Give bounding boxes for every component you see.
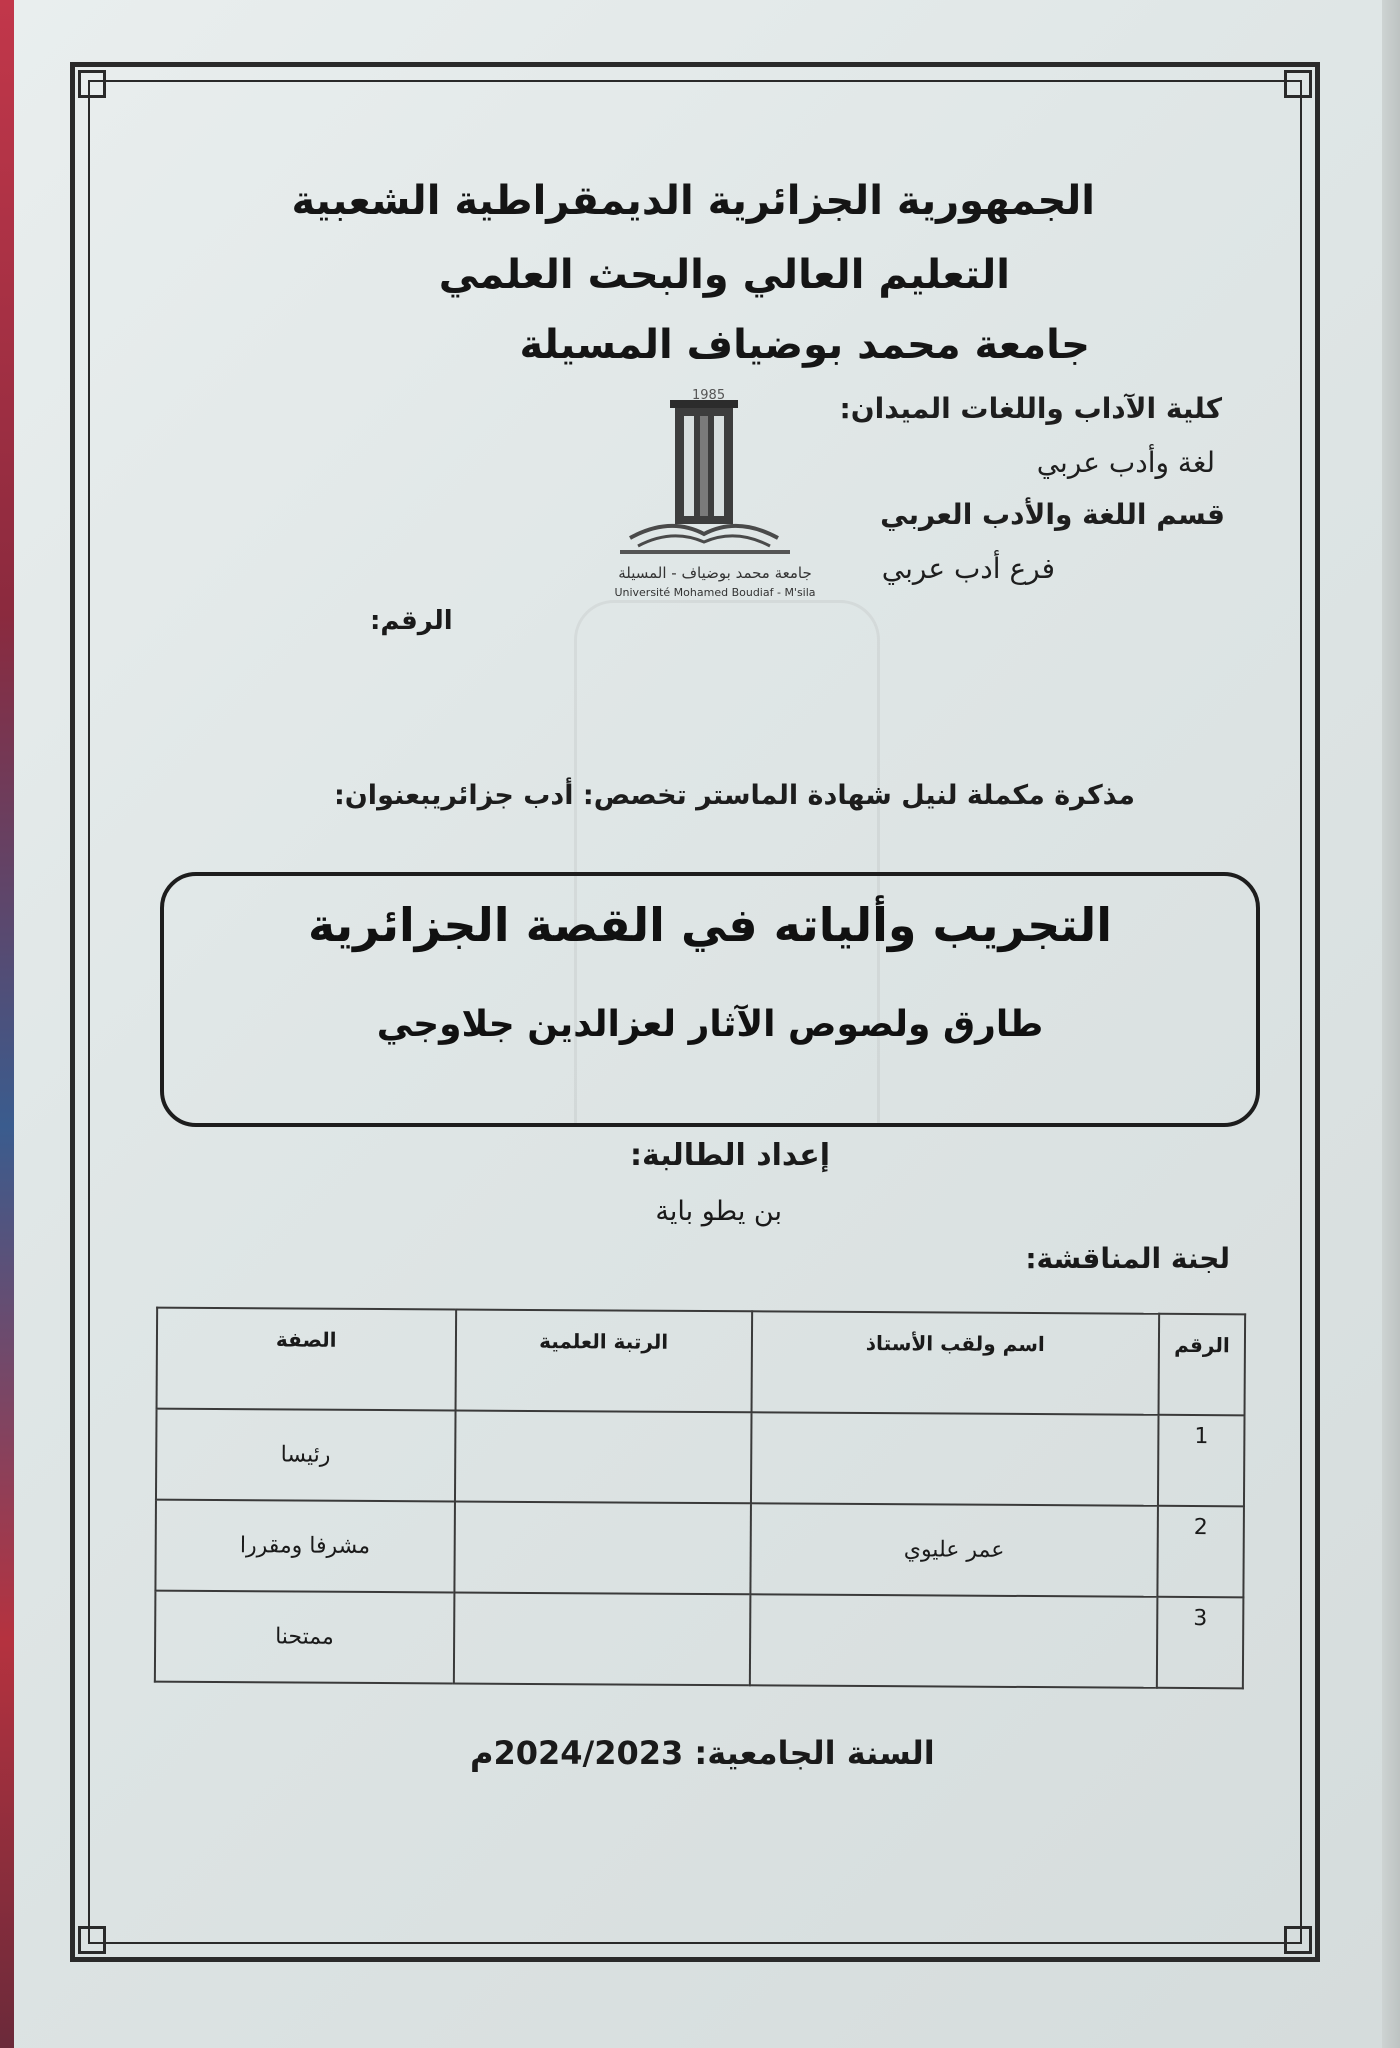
- row-number: 2: [1157, 1506, 1244, 1598]
- header-number: الرقم: [1159, 1314, 1246, 1416]
- field-line: لغة وأدب عربي: [1036, 446, 1215, 479]
- jury-role: رئيسا: [156, 1409, 455, 1502]
- student-name: بن يطو باية: [655, 1196, 782, 1227]
- academic-year: السنة الجامعية: 2024/2023م: [470, 1734, 935, 1772]
- professor-name: عمر عليوي: [750, 1503, 1158, 1596]
- republic-heading: الجمهورية الجزائرية الديمقراطية الشعبية: [291, 178, 1095, 224]
- page-edge-decoration: [0, 0, 14, 2048]
- logo-arabic-name: جامعة محمد بوضياف - المسيلة: [618, 564, 812, 582]
- prepared-by-label: إعداد الطالبة:: [630, 1138, 830, 1173]
- logo-french-name: Université Mohamed Boudiaf - M'sila: [614, 586, 816, 599]
- table-row: [155, 1591, 1244, 1689]
- professor-name: [751, 1412, 1159, 1505]
- header-professor-name: اسم ولقب الأستاذ: [751, 1311, 1159, 1414]
- professor-name: [750, 1594, 1158, 1687]
- jury-role: ممتحنا: [155, 1591, 454, 1684]
- header-role: الصفة: [157, 1308, 456, 1411]
- thesis-title: التجريب وألياته في القصة الجزائرية: [307, 898, 1113, 952]
- ministry-heading: التعليم العالي والبحث العلمي: [438, 252, 1010, 298]
- thesis-title-box: [160, 872, 1260, 1127]
- border-corner-top-right: [1284, 70, 1312, 98]
- academic-rank: [455, 1411, 752, 1504]
- border-corner-bottom-right: [1284, 1926, 1312, 1954]
- branch-line: فرع أدب عربي: [881, 552, 1055, 585]
- university-logo: [600, 388, 830, 613]
- border-corner-top-left: [78, 70, 106, 98]
- committee-label: لجنة المناقشة:: [1025, 1242, 1230, 1275]
- department-line: قسم اللغة والأدب العربي: [880, 498, 1225, 531]
- jury-table: [154, 1307, 1246, 1690]
- university-heading: جامعة محمد بوضياف المسيلة: [519, 322, 1090, 368]
- academic-rank: [454, 1502, 751, 1595]
- page-shadow: [1382, 0, 1400, 2048]
- row-number: 3: [1157, 1597, 1244, 1689]
- academic-rank: [453, 1592, 750, 1685]
- thesis-subtitle: طارق ولصوص الآثار لعزالدين جلاوجي: [376, 1004, 1044, 1045]
- row-number: 1: [1158, 1415, 1245, 1507]
- memo-description: مذكرة مكملة لنيل شهادة الماستر تخصص: أدب جزائريبعنوان:: [333, 780, 1135, 811]
- logo-emblem-icon: [600, 388, 830, 563]
- jury-role: مشرفا ومقررا: [155, 1500, 454, 1593]
- header-academic-rank: الرتبة العلمية: [455, 1310, 752, 1413]
- table-row: [155, 1500, 1244, 1598]
- border-corner-bottom-left: [78, 1926, 106, 1954]
- logo-year: 1985: [692, 388, 726, 403]
- faculty-line: كلية الآداب واللغات الميدان:: [839, 392, 1222, 425]
- table-row: [156, 1409, 1245, 1507]
- jury-table-header: [157, 1308, 1246, 1416]
- reference-number-label: الرقم:: [370, 606, 453, 636]
